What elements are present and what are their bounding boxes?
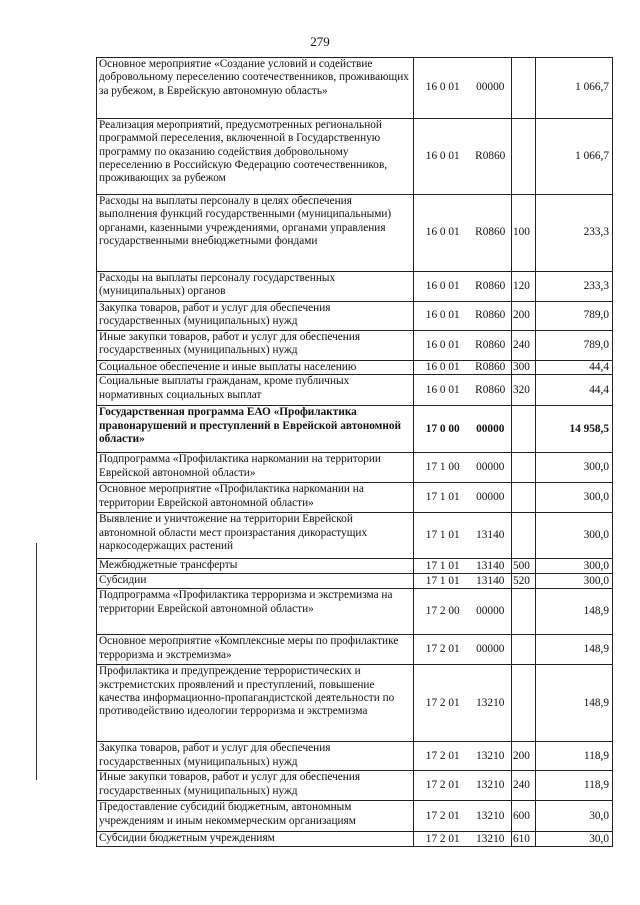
row-target-cell: 00000	[472, 58, 512, 119]
row-amount-cell: 300,0	[536, 483, 613, 513]
row-code-cell: 16 0 01	[414, 375, 472, 406]
row-target-cell: 00000	[472, 483, 512, 513]
table-row	[97, 453, 613, 483]
row-amount-cell: 300,0	[536, 453, 613, 483]
row-expense-type-cell: 240	[512, 331, 536, 361]
row-amount-cell: 300,0	[536, 574, 613, 589]
row-expense-type-cell: 300	[512, 361, 536, 375]
row-amount-cell: 148,9	[536, 635, 613, 665]
table-row	[97, 195, 613, 272]
row-expense-type-cell: 600	[512, 801, 536, 832]
row-name-cell: Расходы на выплаты персоналу в целях обеспечения выполнения функций государственными (муниципальными) органами, казенными учреждениями, органами управления государственными внебюджетными фондами	[97, 195, 414, 272]
row-code-cell: 17 2 01	[414, 665, 472, 742]
table-row	[97, 559, 613, 574]
row-target-cell: 13210	[472, 801, 512, 832]
row-expense-type-cell	[512, 483, 536, 513]
table-row	[97, 483, 613, 513]
row-amount-cell: 148,9	[536, 665, 613, 742]
row-target-cell: 13210	[472, 742, 512, 771]
row-code-cell: 16 0 01	[414, 119, 472, 195]
row-name-cell: Субсидии	[97, 574, 414, 589]
row-code-cell: 17 1 01	[414, 574, 472, 589]
row-name-cell: Подпрограмма «Профилактика наркомании на территории Еврейской автономной области»	[97, 453, 414, 483]
row-target-cell: 13140	[472, 559, 512, 574]
table-row	[97, 589, 613, 635]
row-amount-cell: 44,4	[536, 375, 613, 406]
row-code-cell: 17 1 01	[414, 483, 472, 513]
row-code-cell: 17 2 01	[414, 832, 472, 847]
row-code-cell: 16 0 01	[414, 361, 472, 375]
row-expense-type-cell	[512, 58, 536, 119]
table-row	[97, 361, 613, 375]
row-code-cell: 17 2 00	[414, 589, 472, 635]
row-amount-cell: 118,9	[536, 771, 613, 801]
table-row	[97, 635, 613, 665]
row-name-cell: Иные закупки товаров, работ и услуг для обеспечения государственных (муниципальных) нужд	[97, 771, 414, 801]
row-name-cell: Предоставление субсидий бюджетным, автономным учреждениям и иным некоммерческим организациям	[97, 801, 414, 832]
row-target-cell: 00000	[472, 635, 512, 665]
table-row	[97, 375, 613, 406]
row-name-cell: Реализация мероприятий, предусмотренных региональной программой переселения, включенной в Государственную программу по оказанию содействия добровольному переселению в Российскую Федерацию соотечественников, проживающих за рубежом	[97, 119, 414, 195]
row-code-cell: 17 0 00	[414, 406, 472, 453]
row-amount-cell: 148,9	[536, 589, 613, 635]
row-expense-type-cell: 200	[512, 742, 536, 771]
row-target-cell: 13210	[472, 665, 512, 742]
row-expense-type-cell: 240	[512, 771, 536, 801]
row-code-cell: 16 0 01	[414, 272, 472, 302]
row-target-cell: R0860	[472, 272, 512, 302]
row-target-cell: 00000	[472, 589, 512, 635]
row-expense-type-cell: 500	[512, 559, 536, 574]
row-amount-cell: 14 958,5	[536, 406, 613, 453]
row-expense-type-cell	[512, 406, 536, 453]
row-expense-type-cell: 320	[512, 375, 536, 406]
row-code-cell: 17 2 01	[414, 742, 472, 771]
row-expense-type-cell	[512, 513, 536, 559]
row-code-cell: 16 0 01	[414, 302, 472, 331]
row-name-cell: Социальные выплаты гражданам, кроме публичных нормативных социальных выплат	[97, 375, 414, 406]
row-expense-type-cell	[512, 589, 536, 635]
row-expense-type-cell	[512, 119, 536, 195]
table-row	[97, 58, 613, 119]
table-row	[97, 302, 613, 331]
row-target-cell: 00000	[472, 406, 512, 453]
table-row	[97, 771, 613, 801]
row-expense-type-cell: 100	[512, 195, 536, 272]
row-amount-cell: 789,0	[536, 302, 613, 331]
row-target-cell: 13140	[472, 513, 512, 559]
row-code-cell: 17 2 01	[414, 635, 472, 665]
row-target-cell: R0860	[472, 119, 512, 195]
row-name-cell: Межбюджетные трансферты	[97, 559, 414, 574]
table-row	[97, 742, 613, 771]
row-target-cell: 13140	[472, 574, 512, 589]
row-expense-type-cell	[512, 453, 536, 483]
row-amount-cell: 233,3	[536, 195, 613, 272]
table-row	[97, 272, 613, 302]
row-amount-cell: 300,0	[536, 559, 613, 574]
row-name-cell: Подпрограмма «Профилактика терроризма и экстремизма на территории Еврейской автономной области»	[97, 589, 414, 635]
row-expense-type-cell	[512, 665, 536, 742]
table-row	[97, 574, 613, 589]
row-name-cell: Основное мероприятие «Комплексные меры по профилактике терроризма и экстремизма»	[97, 635, 414, 665]
row-name-cell: Выявление и уничтожение на территории Еврейской автономной области мест произрастания дикорастущих наркосодержащих растений	[97, 513, 414, 559]
row-code-cell: 17 1 00	[414, 453, 472, 483]
row-amount-cell: 233,3	[536, 272, 613, 302]
row-name-cell: Иные закупки товаров, работ и услуг для обеспечения государственных (муниципальных) нужд	[97, 331, 414, 361]
row-code-cell: 16 0 01	[414, 58, 472, 119]
row-amount-cell: 1 066,7	[536, 119, 613, 195]
table-row	[97, 513, 613, 559]
row-amount-cell: 118,9	[536, 742, 613, 771]
row-name-cell: Основное мероприятие «Профилактика наркомании на территории Еврейской автономной области»	[97, 483, 414, 513]
row-amount-cell: 300,0	[536, 513, 613, 559]
row-amount-cell: 30,0	[536, 801, 613, 832]
row-target-cell: 13210	[472, 771, 512, 801]
row-code-cell: 17 1 01	[414, 513, 472, 559]
table-row	[97, 406, 613, 453]
row-amount-cell: 44,4	[536, 361, 613, 375]
row-expense-type-cell	[512, 635, 536, 665]
row-expense-type-cell: 200	[512, 302, 536, 331]
row-target-cell: 13210	[472, 832, 512, 847]
row-name-cell: Субсидии бюджетным учреждениям	[97, 832, 414, 847]
row-name-cell: Государственная программа ЕАО «Профилактика правонарушений и преступлений в Еврейской автономной области»	[97, 406, 414, 453]
row-target-cell: R0860	[472, 375, 512, 406]
row-amount-cell: 789,0	[536, 331, 613, 361]
page-number: 279	[310, 34, 330, 49]
row-code-cell: 17 2 01	[414, 801, 472, 832]
row-code-cell: 16 0 01	[414, 331, 472, 361]
row-name-cell: Социальное обеспечение и иные выплаты населению	[97, 361, 414, 375]
row-code-cell: 17 1 01	[414, 559, 472, 574]
row-code-cell: 17 2 01	[414, 771, 472, 801]
row-name-cell: Профилактика и предупреждение террористических и экстремистских проявлений и преступлений, повышение качества информационно-пропагандистской деятельности по противодействию идеологии терроризма и экстремизма	[97, 665, 414, 742]
row-name-cell: Закупка товаров, работ и услуг для обеспечения государственных (муниципальных) нужд	[97, 302, 414, 331]
table-row	[97, 665, 613, 742]
row-name-cell: Расходы на выплаты персоналу государственных (муниципальных) органов	[97, 272, 414, 302]
row-code-cell: 16 0 01	[414, 195, 472, 272]
table-row	[97, 801, 613, 832]
table-row	[97, 331, 613, 361]
margin-line	[36, 543, 37, 780]
row-target-cell: R0860	[472, 361, 512, 375]
table-row	[97, 119, 613, 195]
row-target-cell: R0860	[472, 331, 512, 361]
row-name-cell: Закупка товаров, работ и услуг для обеспечения государственных (муниципальных) нужд	[97, 742, 414, 771]
table-row	[97, 832, 613, 847]
row-amount-cell: 30,0	[536, 832, 613, 847]
row-expense-type-cell: 610	[512, 832, 536, 847]
row-target-cell: R0860	[472, 195, 512, 272]
row-target-cell: 00000	[472, 453, 512, 483]
row-amount-cell: 1 066,7	[536, 58, 613, 119]
budget-table	[96, 57, 613, 847]
row-expense-type-cell: 520	[512, 574, 536, 589]
row-name-cell: Основное мероприятие «Создание условий и содействие добровольному переселению соотечественников, проживающих за рубежом, в Еврейскую автономную область»	[97, 58, 414, 119]
row-target-cell: R0860	[472, 302, 512, 331]
row-expense-type-cell: 120	[512, 272, 536, 302]
